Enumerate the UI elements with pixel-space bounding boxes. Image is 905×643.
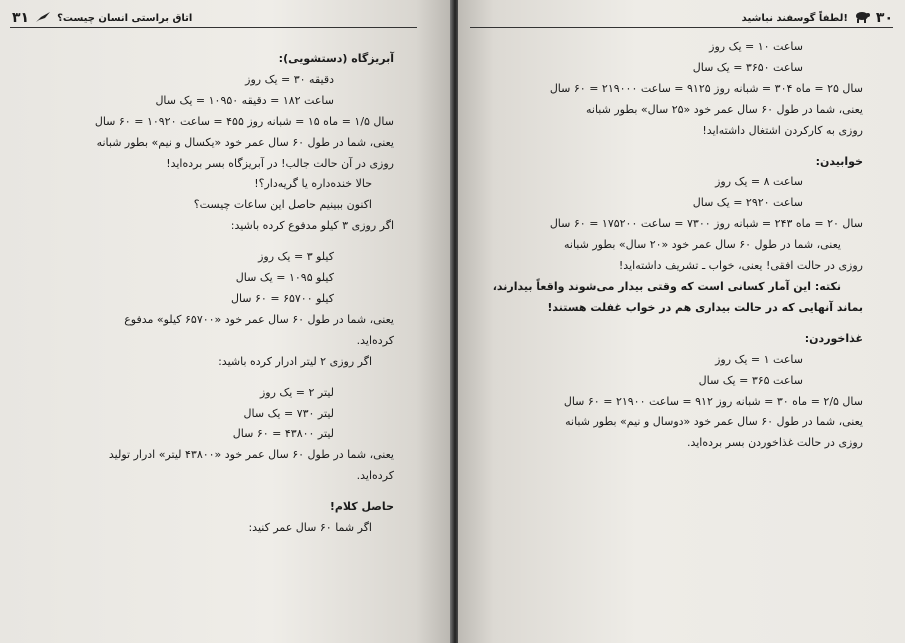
paragraph-gap: [24, 487, 394, 497]
text-line: ساعت ۳۶۵۰ = یک سال: [692, 60, 803, 74]
text-line: کیلو ۳ = یک روز: [258, 250, 334, 264]
text-line: دقیقه ۳۰ = یک روز: [245, 72, 334, 86]
text-line: یعنی، شما در طول ۶۰ سال عمر خود «۶۵۷۰۰ کیلو» مدفوع: [124, 312, 394, 326]
text-line: یعنی، شما در طول ۶۰ سال عمر خود «دوسال و نیم» بطور شبانه: [565, 415, 863, 429]
paragraph-gap: [491, 319, 863, 329]
text-line: کرده‌اید.: [356, 333, 394, 347]
text-line: روزی به کارکردن اشتغال داشته‌اید!: [702, 123, 863, 137]
text-line: اگر شما ۶۰ سال عمر کنید:: [248, 521, 372, 535]
text-line: ساعت ۱۰ = یک روز: [709, 40, 803, 53]
text-line: سال ۲۵ = ماه ۳۰۴ = شبانه روز ۹۱۲۵ = ساعت ۲۱۹۰۰۰ = ۶۰ سال: [549, 81, 863, 95]
text-line: ساعت ۱ = یک روز: [715, 352, 803, 366]
text-line: یعنی، شما در طول ۶۰ سال عمر خود «یکسال و نیم» بطور شبانه: [96, 135, 394, 149]
left-running-header: اتاق براستی انسان چیست؟: [57, 12, 193, 24]
text-line: ساعت ۳۶۵ = یک سال: [698, 373, 803, 387]
paragraph-gap: [491, 142, 863, 152]
sheep-icon: [854, 11, 870, 26]
text-line: یعنی، شما در طول ۶۰ سال عمر خود «۲۰ سال» بطور شبانه: [564, 238, 841, 252]
text-line: یعنی، شما در طول ۶۰ سال عمر خود «۲۵ سال» بطور شبانه: [586, 102, 863, 116]
quill-icon: [35, 11, 51, 26]
right-page-header: [468, 10, 893, 26]
text-line: ساعت ۸ = یک روز: [715, 175, 803, 189]
text-line: لیتر ۷۳۰ = یک سال: [243, 406, 334, 420]
text-line: روزی در آن حالت جالب! در آبریزگاه بسر برده‌اید!: [166, 156, 394, 170]
right-header-rule: [470, 27, 893, 28]
left-page-body: [24, 49, 394, 539]
text-line: سال ۱/۵ = ماه ۱۵ = شبانه روز ۴۵۵ = ساعت ۱۰۹۲۰ = ۶۰ سال: [94, 114, 394, 128]
text-line: کرده‌اید.: [356, 469, 394, 483]
text-line: غذاخوردن:: [804, 331, 863, 345]
text-line: بماند آنهایی که در حالت بیداری هم در خواب غفلت هستند!: [547, 300, 863, 314]
text-line: حاصل کلام!: [329, 500, 394, 514]
left-page: [0, 0, 452, 643]
right-page-body: [491, 37, 863, 454]
text-line: ساعت ۲۹۲۰ = یک سال: [692, 196, 803, 210]
text-line: حالا خنده‌داره یا گریه‌دار؟!: [254, 177, 372, 191]
text-line: سال ۲۰ = ماه ۲۴۳ = شبانه روز ۷۳۰۰ = ساعت ۱۷۵۲۰۰ = ۶۰ سال: [549, 217, 863, 231]
left-page-number: ۳۱: [12, 10, 30, 26]
text-line: کیلو ۱۰۹۵ = یک سال: [235, 271, 334, 285]
paragraph-gap: [24, 373, 394, 383]
right-page: [458, 0, 905, 643]
paragraph-gap: [24, 237, 394, 247]
text-line: نکته: این آمار کسانی است که وقتی بیدار می‌شوند واقعاً بیدارند،: [492, 279, 841, 293]
text-line: روزی در حالت غذاخوردن بسر برده‌اید.: [686, 436, 863, 450]
text-line: آبریزگاه (دستشویی):: [278, 52, 394, 65]
text-line: اگر روزی ۳ کیلو مدفوع کرده باشید:: [230, 219, 394, 233]
text-line: لیتر ۲ = یک روز: [259, 385, 334, 399]
right-page-number: ۳۰: [875, 10, 893, 26]
text-line: کیلو ۶۵۷۰۰ = ۶۰ سال: [230, 291, 334, 305]
text-line: روزی در حالت افقی! یعنی، خواب ـ تشریف داشته‌اید!: [618, 259, 863, 273]
text-line: لیتر ۴۳۸۰۰ = ۶۰ سال: [232, 427, 334, 441]
text-line: خوابیدن:: [815, 154, 863, 168]
right-running-header: لطفاً گوسفند نباشید!: [741, 12, 848, 24]
text-line: ساعت ۱۸۲ = دقیقه ۱۰۹۵۰ = یک سال: [155, 93, 334, 107]
text-line: اکنون ببینیم حاصل این ساعات چیست؟: [193, 198, 372, 212]
left-header-rule: [10, 27, 417, 28]
text-line: یعنی، شما در طول ۶۰ سال عمر خود «۴۳۸۰۰ لیتر» ادرار تولید: [108, 448, 394, 462]
text-line: اگر روزی ۲ لیتر ادرار کرده باشید:: [218, 354, 372, 368]
text-line: سال ۲/۵ = ماه ۳۰ = شبانه روز ۹۱۲ = ساعت ۲۱۹۰۰ = ۶۰ سال: [563, 394, 863, 408]
left-page-header: [12, 10, 417, 26]
